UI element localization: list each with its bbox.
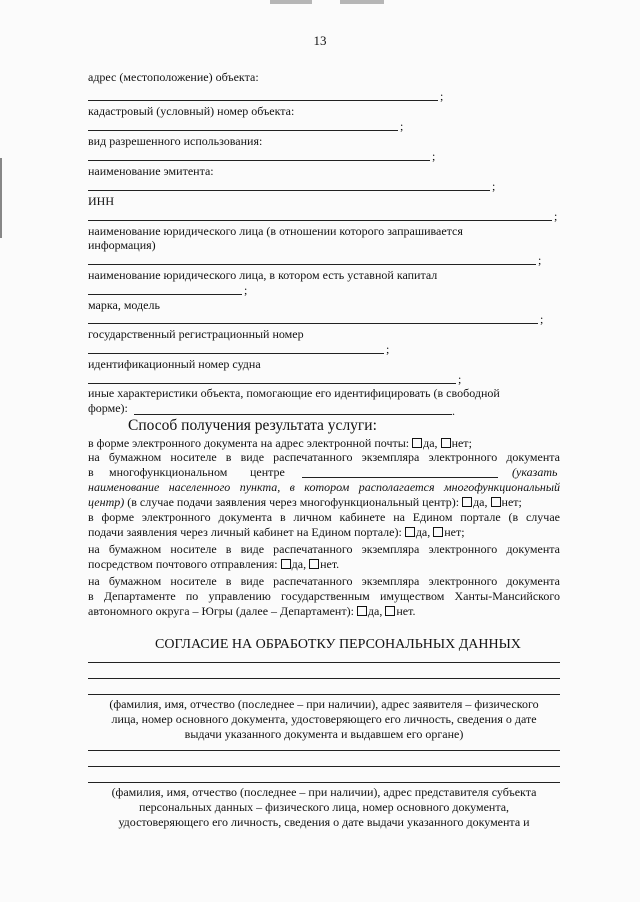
field-state-reg-number-line[interactable] [88, 353, 384, 354]
yes-label: да, [473, 495, 488, 509]
consent-representative-line-1[interactable] [88, 750, 560, 751]
result-option-department-line [88, 604, 415, 618]
punct: . [412, 604, 416, 618]
consent-representative-note: (фамилия, имя, отчество (последнее – при наличии), адрес представителя субъекта [111, 785, 537, 799]
field-legal-entity-label: наименование юридического лица (в отношении которого запрашивается [88, 224, 463, 238]
field-separator: ; [538, 253, 542, 267]
field-charter-capital-entity-label: наименование юридического лица, в котором есть уставной капитал [88, 268, 438, 282]
result-option-mfc-word: в [88, 465, 94, 479]
checkbox-no[interactable] [309, 559, 319, 569]
field-separator: ; [540, 312, 544, 326]
field-cadastral-number-label: кадастровый (условный) номер объекта: [88, 104, 295, 118]
portal-text: подачи заявления через личный кабинет на Едином портале): [88, 525, 402, 539]
checkbox-yes[interactable] [281, 559, 291, 569]
scan-artifact-left [270, 0, 312, 4]
result-option-mfc-word: многофункциональном [109, 465, 228, 479]
checkbox-no[interactable] [385, 606, 395, 616]
field-other-characteristics-line[interactable] [134, 414, 452, 415]
no-label: нет [396, 604, 413, 618]
department-text: автономного округа – Югры (далее – Департамент): [88, 604, 354, 618]
mfc-italic: центр) [88, 495, 125, 509]
result-option-post-line: на бумажном носителе в виде распечатанного экземпляра электронного документа [88, 542, 560, 556]
field-legal-entity-label: информация) [88, 238, 156, 252]
result-option-mfc-line: на бумажном носителе в виде распечатанного экземпляра электронного документа [88, 450, 560, 464]
checkbox-no[interactable] [441, 438, 451, 448]
field-make-model-line[interactable] [88, 323, 538, 324]
result-option-post-line [88, 557, 339, 571]
field-object-address-line[interactable] [88, 100, 438, 101]
result-option-email-text: в форме электронного документа на адрес электронной почты: [88, 436, 410, 450]
post-text: посредством почтового отправления: [88, 557, 278, 571]
field-issuer-name-line[interactable] [88, 190, 490, 191]
result-option-department-line: в Департаменте по управлению государственным имуществом Ханты-Мансийского [88, 589, 560, 603]
no-label: нет [501, 495, 519, 509]
punct: ; [461, 525, 465, 539]
yes-label: да, [367, 604, 383, 618]
field-charter-capital-entity-line[interactable] [88, 294, 242, 295]
scan-edge-mark [0, 158, 2, 238]
consent-applicant-note: (фамилия, имя, отчество (последнее – при наличии), адрес заявителя – физического [109, 697, 539, 711]
result-option-mfc-line [88, 495, 522, 509]
field-other-characteristics-label: форме): [88, 401, 128, 415]
consent-representative-note: удостоверяющего его личность, сведения о дате выдачи указанного документа и [118, 815, 530, 829]
field-separator: ; [432, 149, 436, 163]
result-option-portal-line: в форме электронного документа в личном кабинете на Едином портале (в случае [88, 510, 560, 524]
result-option-portal-line [88, 525, 465, 539]
checkbox-yes[interactable] [412, 438, 422, 448]
page-number: 13 [313, 33, 327, 48]
field-separator: ; [244, 283, 248, 297]
checkbox-no[interactable] [491, 497, 501, 507]
field-separator: ; [554, 209, 558, 223]
field-make-model-label: марка, модель [88, 298, 160, 312]
field-vessel-id-label: идентификационный номер судна [88, 357, 261, 371]
field-object-address-label: адрес (местоположение) объекта: [88, 70, 259, 84]
checkbox-yes[interactable] [405, 527, 415, 537]
field-vessel-id-line[interactable] [88, 383, 456, 384]
result-method-heading: Способ получения результата услуги: [128, 417, 377, 434]
mfc-text: (в случае подачи заявления через многофункциональный центр): [127, 495, 460, 509]
field-other-characteristics-label: иные характеристики объекта, помогающие его идентифицировать (в свободной [88, 386, 500, 400]
consent-applicant-note: лица, номер основного документа, удостоверяющего его личность, сведения о дате [111, 712, 537, 726]
field-legal-entity-line[interactable] [88, 264, 536, 265]
consent-applicant-line-3[interactable] [88, 694, 560, 695]
result-option-email [88, 436, 472, 450]
result-option-mfc-word: (указать [512, 465, 558, 479]
result-option-mfc-word: центре [250, 465, 285, 479]
checkbox-yes[interactable] [357, 606, 367, 616]
yes-label: да, [415, 525, 431, 539]
field-state-reg-number-label: государственный регистрационный номер [88, 327, 304, 341]
yes-label: да, [291, 557, 307, 571]
consent-representative-line-2[interactable] [88, 766, 560, 767]
field-inn-label: ИНН [88, 194, 114, 208]
mfc-locality-line[interactable] [302, 477, 498, 478]
scan-artifact-right [340, 0, 384, 4]
result-option-department-line: на бумажном носителе в виде распечатанного экземпляра электронного документа [88, 574, 560, 588]
consent-heading: СОГЛАСИЕ НА ОБРАБОТКУ ПЕРСОНАЛЬНЫХ ДАННЫХ [155, 637, 521, 652]
field-issuer-name-label: наименование эмитента: [88, 164, 214, 178]
checkbox-no[interactable] [433, 527, 443, 537]
consent-representative-line-3[interactable] [88, 782, 560, 783]
field-permitted-use-line[interactable] [88, 160, 430, 161]
checkbox-yes[interactable] [462, 497, 472, 507]
consent-applicant-line-2[interactable] [88, 678, 560, 679]
field-separator: . [452, 404, 455, 418]
field-permitted-use-label: вид разрешенного использования: [88, 134, 263, 148]
field-separator: ; [386, 342, 390, 356]
yes-label: да, [423, 436, 438, 450]
field-cadastral-number-line[interactable] [88, 130, 398, 131]
consent-applicant-note: выдачи указанного документа и выдавшем его органе) [184, 727, 464, 741]
punct: ; [468, 436, 472, 450]
result-option-mfc-line: наименование населенного пункта, в котором располагается многофункциональный [88, 480, 560, 494]
punct: ; [518, 495, 522, 509]
punct: . [336, 557, 340, 571]
no-label: нет [320, 557, 337, 571]
field-separator: ; [400, 119, 404, 133]
consent-representative-note: персональных данных – физического лица, номер основного документа, [138, 800, 510, 814]
field-separator: ; [440, 89, 444, 103]
field-separator: ; [458, 372, 462, 386]
no-label: нет [444, 525, 462, 539]
field-separator: ; [492, 179, 496, 193]
no-label: нет [451, 436, 469, 450]
consent-applicant-line-1[interactable] [88, 662, 560, 663]
field-inn-line[interactable] [88, 220, 552, 221]
